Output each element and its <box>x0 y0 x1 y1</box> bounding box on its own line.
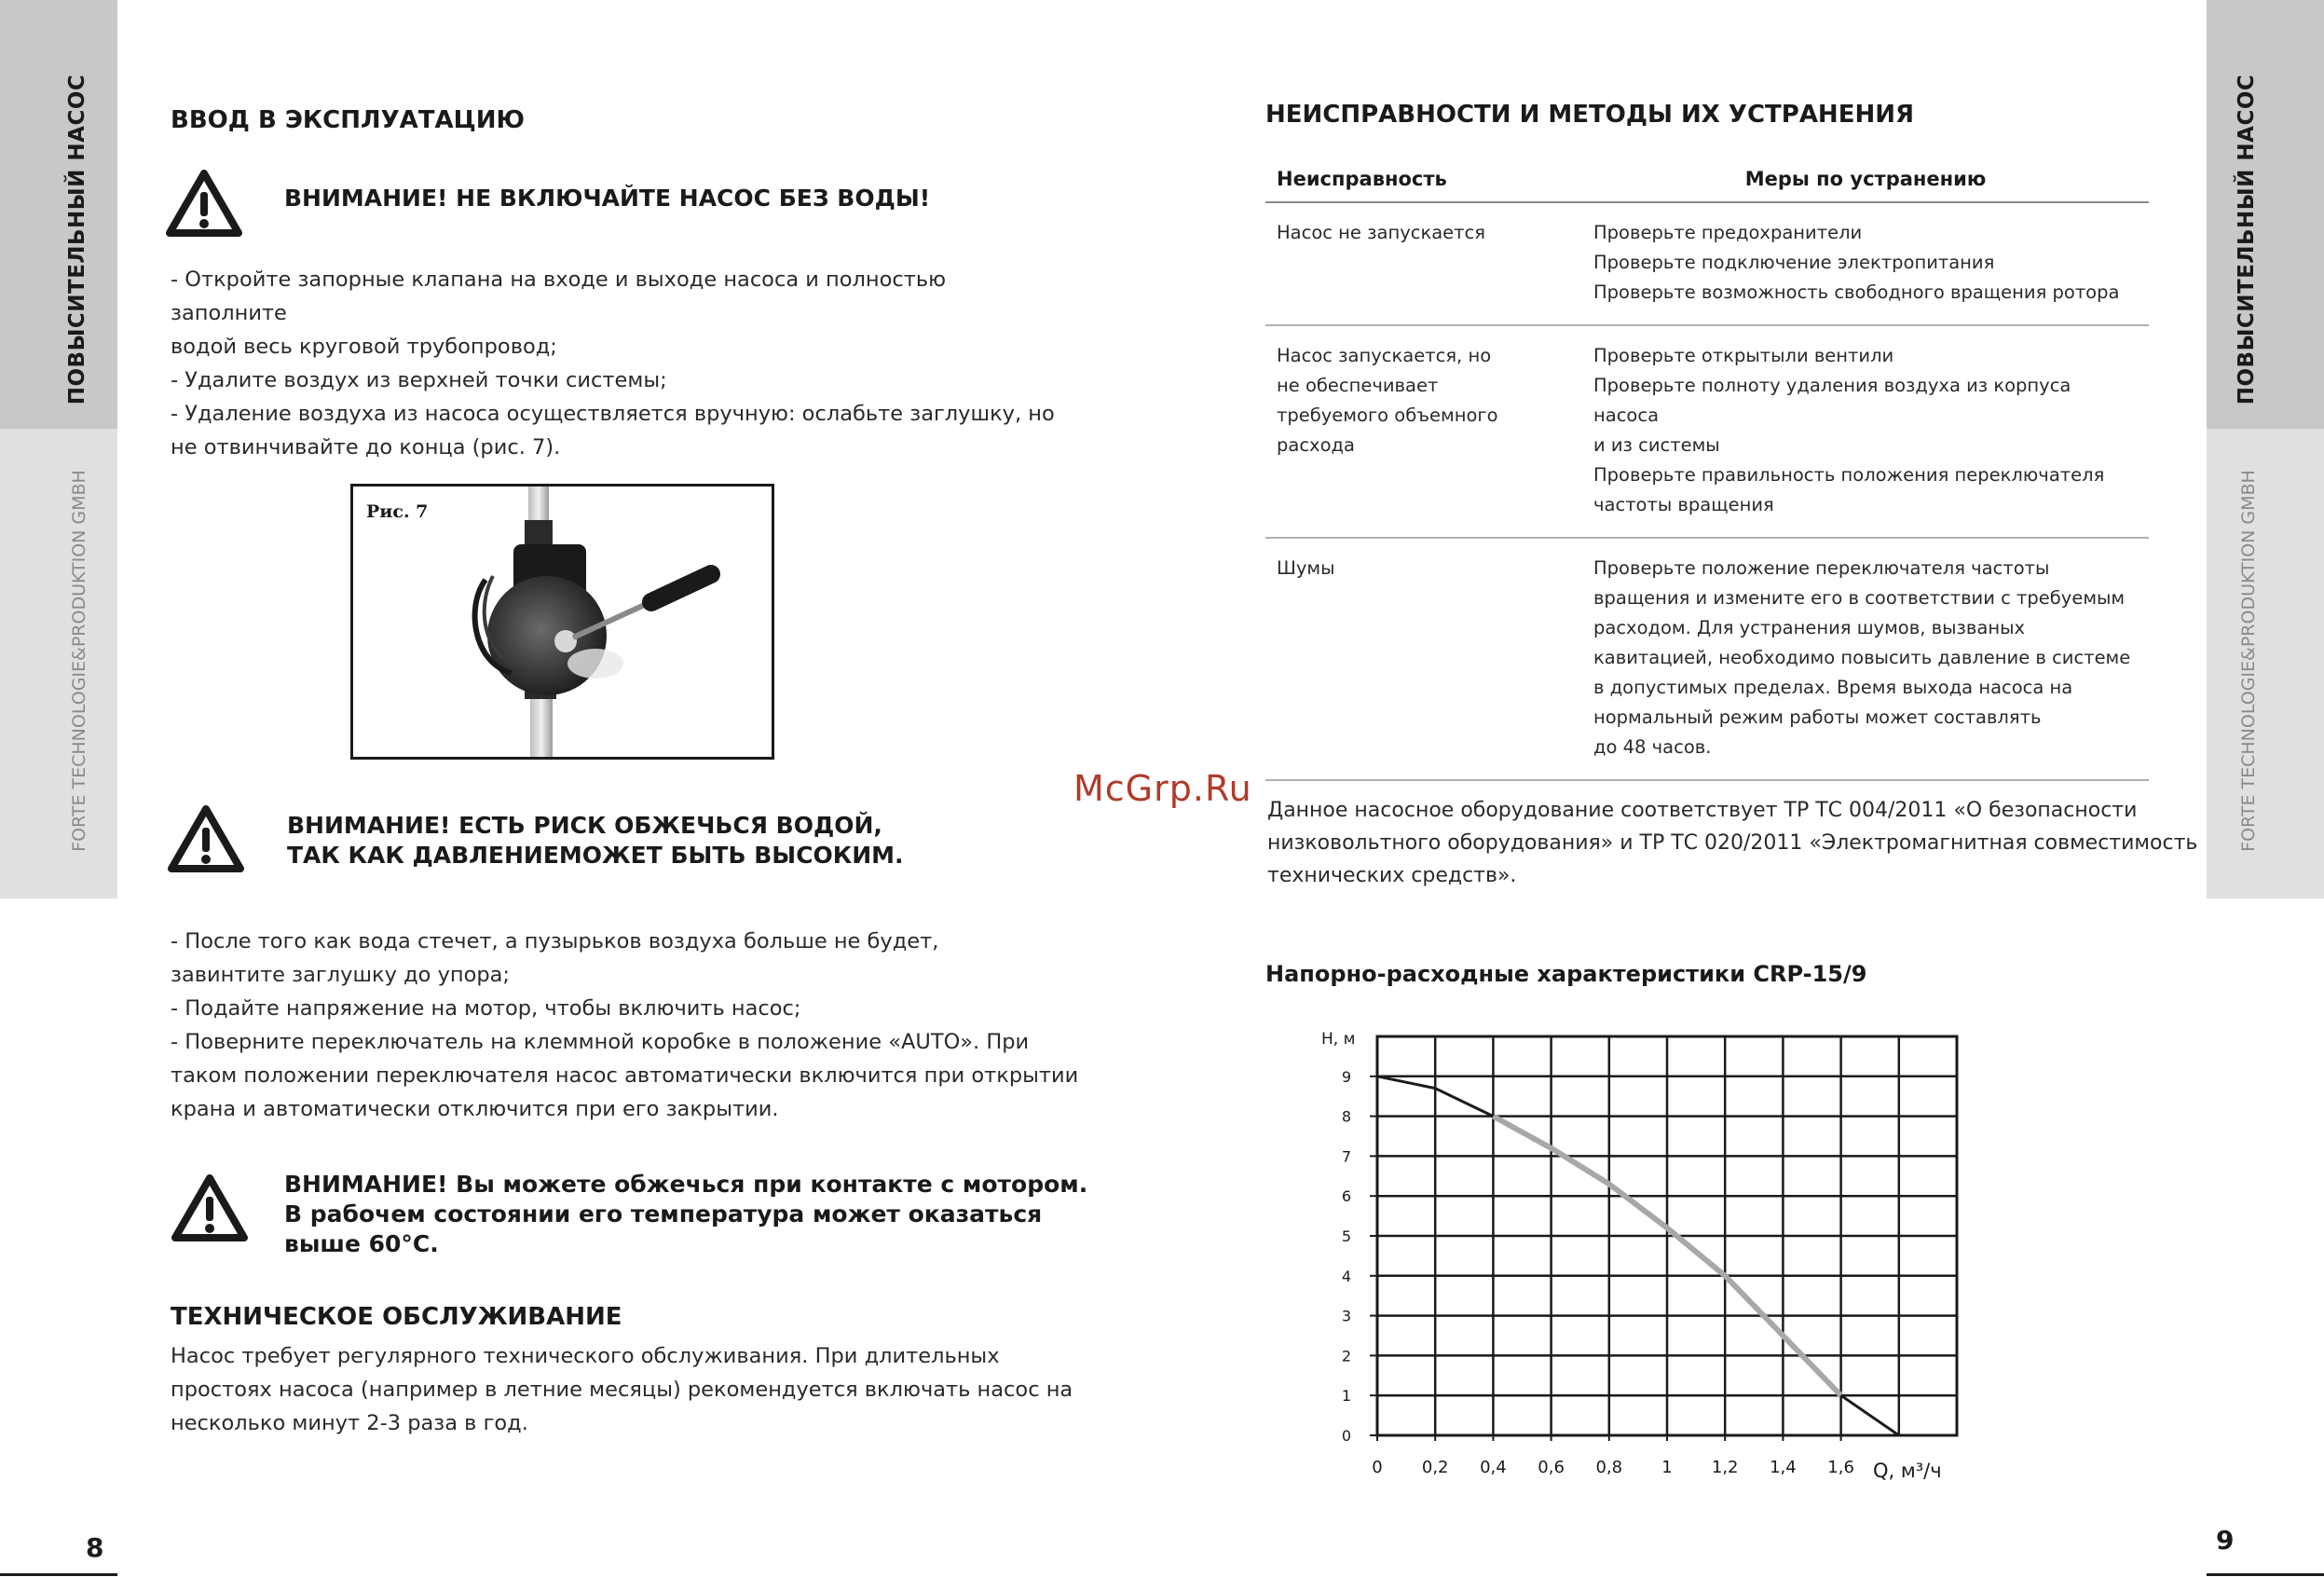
cell-line: Проверьте открытыли вентили <box>1593 345 1894 366</box>
page-number-right: 9 <box>2216 1525 2235 1556</box>
left-sidebar-company: FORTE TECHNOLOGIE&PRODUKTION GMBH <box>69 470 89 852</box>
right-sidebar-company: FORTE TECHNOLOGIE&PRODUKTION GMBH <box>2238 470 2259 852</box>
chart-title: Напорно-расходные характеристики CRP-15/9 <box>1265 961 1867 987</box>
page-number-rule <box>0 1573 117 1576</box>
cell-fix <box>1582 538 2149 780</box>
text-line: - Удаление воздуха из насоса осуществляется вручную: ослабьте заглушку, но <box>171 402 1055 426</box>
paragraph-start <box>171 925 1084 1126</box>
cell-fault <box>1265 202 1582 325</box>
table-header-row <box>1265 158 2149 202</box>
cell-fix <box>1582 202 2149 325</box>
cell-line: требуемого объемного <box>1277 405 1498 426</box>
cell-fault <box>1265 538 1582 780</box>
y-tick-label: 0 <box>1341 1427 1351 1445</box>
cell-line: Проверьте подключение электропитания <box>1593 252 1995 273</box>
cell-line: Проверьте предохранители <box>1593 222 1863 243</box>
warning-no-water: ВНИМАНИЕ! НЕ ВКЛЮЧАЙТЕ НАСОС БЕЗ ВОДЫ! <box>284 185 931 212</box>
cell-line: и из системы <box>1593 434 1720 456</box>
cell-line: Проверьте правильность положения переключателя <box>1593 464 2105 486</box>
figure-caption: Рис. 7 <box>366 501 429 522</box>
warning-triangle-icon <box>170 1172 250 1243</box>
cell-line: расходом. Для устранения шумов, вызваных <box>1593 617 2026 638</box>
text-line: низковольтного оборудования» и ТР ТС 020/2011 «Электромагнитная совместимость <box>1267 831 2198 855</box>
cell-line: Насос запускается, но <box>1277 345 1492 366</box>
right-sidebar-company-band <box>2207 429 2324 898</box>
text-line: - Подайте напряжение на мотор, чтобы включить насос; <box>171 996 801 1021</box>
paragraph-compliance <box>1267 794 2199 892</box>
warning-line: В рабочем состоянии его температура может оказаться <box>284 1200 1043 1227</box>
warning-triangle-icon <box>166 803 246 874</box>
watermark: McGrp.Ru <box>1073 768 1252 809</box>
cell-line: Насос не запускается <box>1277 222 1485 243</box>
cell-line: Проверьте возможность свободного вращения ротора <box>1593 281 2120 303</box>
text-line: водой весь круговой трубопровод; <box>171 335 557 359</box>
x-tick-label: 1,2 <box>1711 1458 1739 1477</box>
table-row <box>1265 538 2149 780</box>
x-tick-label: 1,6 <box>1827 1458 1854 1477</box>
x-tick-label: 1 <box>1661 1458 1673 1477</box>
figure-7 <box>350 484 774 760</box>
left-sidebar-title: ПОВЫСИТЕЛЬНЫЙ НАСОС <box>65 74 89 405</box>
x-tick-label: 0,4 <box>1480 1458 1507 1477</box>
cell-line: вращения и измените его в соответствии с требуемым <box>1593 587 2126 609</box>
pump-curve-chart <box>1305 1016 1975 1501</box>
warning-line: выше 60°С. <box>284 1230 439 1257</box>
text-line: несколько минут 2-3 раза в год. <box>171 1411 528 1435</box>
text-line: таком положении переключателя насос автоматически включится при открытии <box>171 1063 1079 1088</box>
y-tick-label: 9 <box>1341 1067 1351 1086</box>
faults-table <box>1265 158 2149 781</box>
text-line: Насос требует регулярного технического обслуживания. При длительных <box>171 1344 1000 1368</box>
page-number-rule <box>2207 1573 2324 1576</box>
warning-triangle-icon <box>164 168 244 239</box>
cell-line: кавитацией, необходимо повысить давление в системе <box>1593 647 2131 668</box>
text-line: крана и автоматически отключится при его закрытии. <box>171 1097 779 1121</box>
left-sidebar-title-band <box>0 0 117 429</box>
warning-line: ВНИМАНИЕ! Вы можете обжечься при контакте с мотором. <box>284 1171 1088 1198</box>
warning-line: ВНИМАНИЕ! ЕСТЬ РИСК ОБЖЕЧЬСЯ ВОДОЙ, <box>287 812 882 839</box>
warning-hot-motor <box>284 1170 1087 1259</box>
text-line: простоях насоса (например в летние месяцы) рекомендуется включать насос на <box>171 1378 1073 1402</box>
cell-line: Проверьте полноту удаления воздуха из корпуса насоса <box>1593 375 2071 426</box>
cell-fault <box>1265 325 1582 538</box>
y-tick-label: 1 <box>1341 1387 1351 1406</box>
cell-line: Проверьте положение переключателя частоты <box>1593 557 2050 579</box>
paragraph-maintenance <box>171 1339 1084 1440</box>
y-tick-label: 4 <box>1341 1267 1351 1285</box>
text-line: - Удалите воздух из верхней точки системы; <box>171 368 667 392</box>
x-tick-label: 1,4 <box>1770 1458 1797 1477</box>
y-tick-label: 2 <box>1341 1347 1351 1365</box>
series-line-segment <box>1841 1395 1899 1435</box>
right-sidebar-title-band <box>2207 0 2324 429</box>
y-tick-label: 6 <box>1341 1187 1351 1206</box>
y-tick-label: 7 <box>1341 1147 1351 1166</box>
page-number-left: 8 <box>86 1532 104 1563</box>
text-line: - После того как вода стечет, а пузырьков воздуха больше не будет, <box>171 929 939 953</box>
header-fault: Неисправность <box>1265 158 1582 202</box>
y-tick-label: 8 <box>1341 1107 1351 1126</box>
x-tick-label: 0 <box>1372 1458 1383 1477</box>
paragraph-commissioning <box>171 263 1065 464</box>
heading-maintenance: ТЕХНИЧЕСКОЕ ОБСЛУЖИВАНИЕ <box>171 1303 622 1331</box>
table-row <box>1265 202 2149 325</box>
header-fix: Меры по устранению <box>1582 158 2149 202</box>
cell-line: расхода <box>1277 434 1355 456</box>
warning-line: ТАК КАК ДАВЛЕНИЕМОЖЕТ БЫТЬ ВЫСОКИМ. <box>287 842 904 869</box>
x-axis-label: Q, м³/ч <box>1873 1460 1942 1482</box>
y-tick-label: 5 <box>1341 1227 1351 1245</box>
cell-line: в допустимых пределах. Время выхода насоса на <box>1593 677 2073 698</box>
x-tick-label: 0,6 <box>1538 1458 1565 1477</box>
right-sidebar-title: ПОВЫСИТЕЛЬНЫЙ НАСОС <box>2235 74 2259 405</box>
warning-hot-water <box>287 811 904 871</box>
x-tick-label: 0,2 <box>1421 1458 1449 1477</box>
cell-line: Шумы <box>1277 557 1335 579</box>
left-sidebar-company-band <box>0 429 117 898</box>
cell-line: нормальный режим работы может составлять <box>1593 706 2042 728</box>
text-line: - Поверните переключатель на клеммной коробке в положение «AUTO». При <box>171 1030 1030 1054</box>
cell-line: частоты вращения <box>1593 494 1774 515</box>
text-line: завинтите заглушку до упора; <box>171 963 511 987</box>
y-tick-label: 3 <box>1341 1307 1351 1325</box>
text-line: Данное насосное оборудование соответствует ТР ТС 004/2011 «О безопасности <box>1267 799 2138 822</box>
pump-illustration-icon <box>428 487 763 757</box>
y-axis-label: Н, м <box>1321 1030 1356 1049</box>
heading-commissioning: ВВОД В ЭКСПЛУАТАЦИЮ <box>171 106 526 134</box>
cell-fix <box>1582 325 2149 538</box>
cell-line: до 48 часов. <box>1593 736 1712 758</box>
x-tick-label: 0,8 <box>1595 1458 1623 1477</box>
heading-faults: НЕИСПРАВНОСТИ И МЕТОДЫ ИХ УСТРАНЕНИЯ <box>1265 101 1914 129</box>
text-line: технических средств». <box>1267 864 1517 887</box>
table-row <box>1265 325 2149 538</box>
cell-line: не обеспечивает <box>1277 375 1439 396</box>
text-line: - Откройте запорные клапана на входе и выходе насоса и полностью заполните <box>171 267 947 325</box>
text-line: не отвинчивайте до конца (рис. 7). <box>171 435 561 459</box>
